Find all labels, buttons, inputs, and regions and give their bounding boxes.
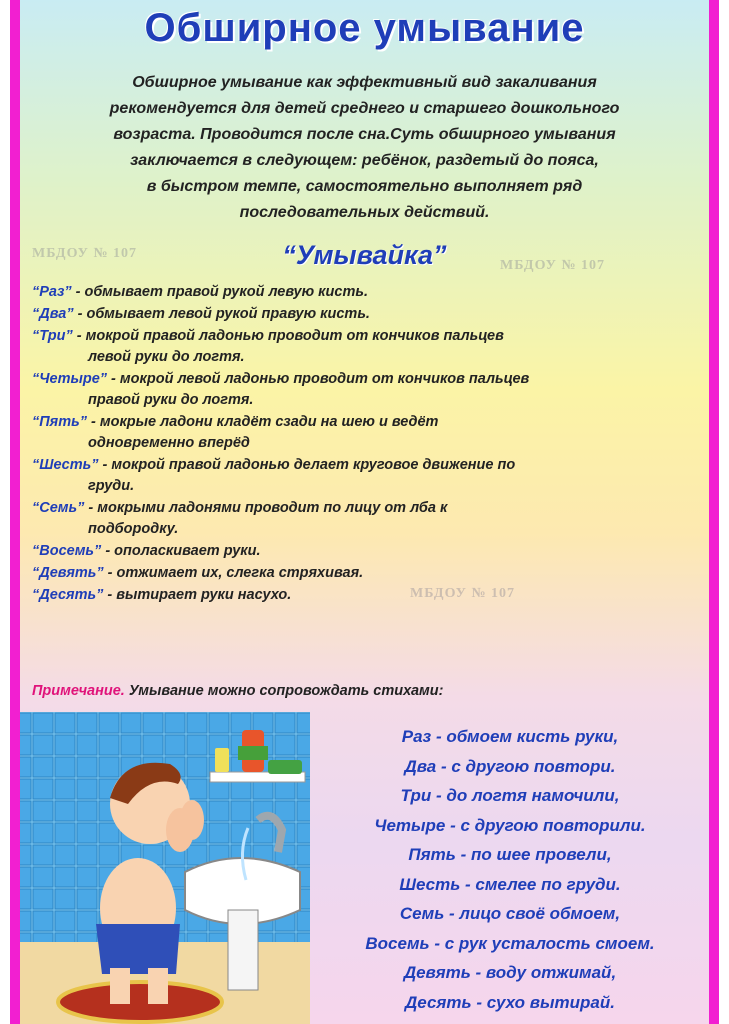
cup (215, 748, 229, 772)
step-continuation: правой руки до логтя. (88, 392, 254, 408)
step-item (32, 498, 712, 540)
subtitle: “Умывайка” (282, 240, 447, 270)
step-text: - мокрые ладони кладёт сзади на шею и ведёт (86, 414, 439, 430)
step-continuation: груди. (88, 478, 135, 494)
boy-leg (110, 968, 130, 1004)
step-number: “Восемь” (32, 543, 102, 559)
step-text: - мокрой правой ладонью делает круговое движение по (98, 457, 516, 473)
intro-line: в быстром темпе, самостоятельно выполняет ряд (146, 178, 583, 195)
intro-line: рекомендуется для детей среднего и старшего дошкольного (109, 100, 620, 117)
step-item (32, 326, 712, 368)
step-number: “Пять” (32, 414, 87, 430)
step-continuation: левой руки до логтя. (88, 349, 245, 365)
sink-pedestal (228, 910, 258, 990)
poem-line: Раз - обмоем кисть руки, (401, 727, 619, 746)
boy-hand (180, 800, 204, 840)
poster (10, 0, 719, 1024)
note-label: Примечание. (32, 683, 125, 699)
poem-line: Семь - лицо своё обмоем, (399, 904, 621, 923)
watermark: МБДОУ № 107 (32, 246, 138, 261)
step-text: - обмывает правой рукой левую кисть. (71, 284, 368, 300)
step-item (32, 412, 712, 454)
step-number: “Десять” (32, 587, 104, 603)
intro-line: заключается в следующем: ребёнок, раздетый до пояса, (130, 152, 599, 169)
poem-line: Восемь - с рук усталость смоем. (365, 933, 655, 953)
intro-paragraph (10, 70, 719, 226)
poem-line: Четыре - с другою повторили. (374, 815, 646, 835)
step-text: - мокрыми ладонями проводит по лицу от лба к (84, 500, 448, 516)
step-text: - мокрой правой ладонью проводит от кончиков пальцев (72, 328, 504, 344)
step-text: - обмывает левой рукой правую кисть. (73, 306, 370, 322)
step-number: “Раз” (32, 284, 72, 300)
watermark: МБДОУ № 107 (500, 258, 606, 273)
note-text: Умывание можно сопровождать стихами: (124, 683, 444, 699)
poem-line: Пять - по шее провели, (408, 845, 612, 864)
child-washing-illustration (10, 712, 310, 1024)
frame-border-right (709, 0, 719, 1024)
intro-line: последовательных действий. (239, 204, 490, 221)
boy-shorts (96, 924, 180, 974)
step-text: - отжимает их, слегка стряхивая. (103, 565, 364, 581)
step-text: - вытирает руки насухо. (103, 587, 292, 603)
step-item (32, 369, 712, 411)
step-item (32, 585, 712, 606)
step-number: “Два” (32, 306, 74, 322)
step-continuation: подбородку. (88, 521, 179, 537)
frame-border-left (10, 0, 20, 1024)
bath-mat (58, 982, 222, 1022)
step-item (32, 282, 712, 303)
step-item (32, 541, 712, 562)
poem-line: Шесть - смелее по груди. (399, 874, 621, 894)
step-item (32, 455, 712, 497)
step-continuation: одновременно вперёд (88, 435, 250, 451)
intro-line: возраста. Проводится после сна.Суть обширного умывания (113, 126, 616, 143)
poem (310, 722, 710, 1017)
poem-line: Три - до логтя намочили, (400, 786, 620, 805)
step-number: “Шесть” (32, 457, 99, 473)
step-number: “Девять” (32, 565, 104, 581)
step-item (32, 304, 712, 325)
soap-box (268, 760, 302, 774)
poem-line: Десять - сухо вытирай. (405, 992, 615, 1012)
steps-list (32, 282, 712, 607)
step-text: - ополаскивает руки. (101, 543, 261, 559)
watermark: МБДОУ № 107 (410, 586, 516, 601)
poem-line: Девять - воду отжимай, (403, 963, 617, 982)
step-text: - мокрой левой ладонью проводит от кончиков пальцев (107, 371, 530, 387)
note (32, 683, 443, 699)
intro-line: Обширное умывание как эффективный вид закаливания (132, 74, 597, 91)
step-number: “Семь” (32, 500, 85, 516)
step-number: “Три” (32, 328, 73, 344)
bottle-label (238, 746, 268, 760)
poem-line: Два - с другою повтори. (404, 756, 616, 776)
page-title: Обширное умывание (144, 6, 585, 50)
boy-leg (148, 968, 168, 1004)
step-item (32, 563, 712, 584)
step-number: “Четыре” (32, 371, 108, 387)
